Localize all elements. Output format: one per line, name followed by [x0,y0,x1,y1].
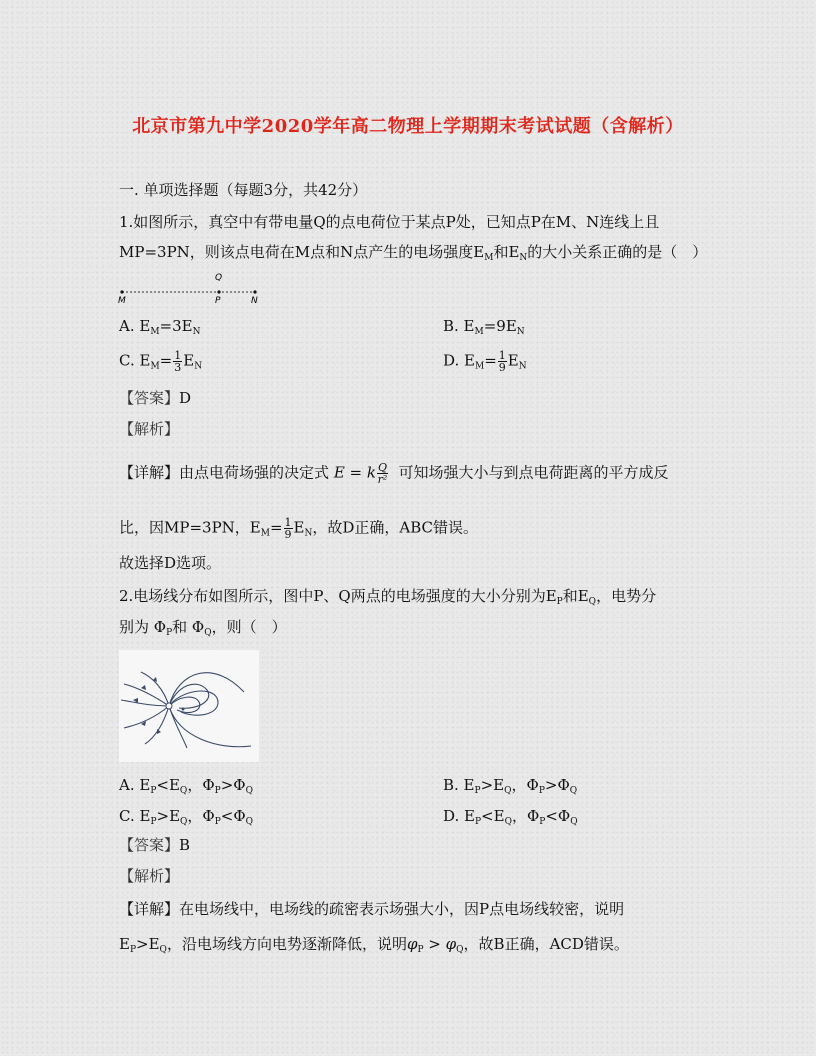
q1-option-c: C. $E_M=$ $\frac{1}{3}$ $E_N$ [119,349,203,374]
q2-stem-line2: 别为 $\Phi_P$和 $\Phi_Q$，则（ ） [119,618,287,638]
q1-stem-line1: 1.如图所示，真空中有带电量Q的点电荷位于某点P处，已知点P在M、N连线上且 [119,213,660,231]
q1-figure [112,268,272,306]
field-lines-drawing [119,650,259,762]
q2-analysis: 【解析】 [119,867,180,885]
q1-option-b: B. $E_M=9E_N$ [443,317,525,337]
q2-option-d: D. $E_P<E_Q$，$\Phi_P<\Phi_Q$ [443,807,578,827]
q2-stem-line1: 2.电场线分布如图所示，图中P、Q两点的电场强度的大小分别为$E_P$和$E_Q$，电势分 [119,587,657,607]
q2-option-c: C. $E_P>E_Q$，$\Phi_P<\Phi_Q$ [119,807,254,827]
point-m [120,290,123,293]
q1-detail-line1: 【详解】由点电荷场强的决定式 E = k $\frac{Q}{\text{r²}}$ 可知场强大小与到点电荷距离的平方成反 [119,461,669,486]
point-n [253,290,256,293]
q2-option-a: A. $E_P<E_Q$，$\Phi_P>\Phi_Q$ [119,776,253,796]
section-heading: 一. 单项选择题（每题3分，共42分） [119,181,368,199]
q1-stem-line2: MP=3PN，则该点电荷在M点和N点产生的电场强度$E_M$和$E_N$的大小关系正确的是（ ） [119,243,708,263]
q2-answer: 【答案】B [119,836,191,854]
q1-analysis: 【解析】 [119,420,180,438]
label-p: P [215,296,221,306]
q1-option-a: A. $E_M=3E_N$ [119,317,201,337]
label-m: M [118,296,126,306]
document-title: 北京市第九中学2020学年高二物理上学期期末考试试题（含解析） [132,116,684,137]
field-lines-figure [119,650,259,762]
q1-detail-line2: 比，因MP=3PN，$E_M=$ $\frac{1}{9}$ $E_N$，故D正确，ABC错误。 [119,516,478,541]
q2-option-b: B. $E_P>E_Q$，$\Phi_P>\Phi_Q$ [443,776,578,796]
q1-option-d: D. $E_M=$ $\frac{1}{9}$ $E_N$ [443,349,527,374]
q2-detail-line1: 【详解】在电场线中，电场线的疏密表示场强大小，因P点电场线较密，说明 [119,900,625,918]
q2-detail-line2: $E_P>E_Q$，沿电场线方向电势逐渐降低，说明$\varphi_P > \varphi_Q$，故B正确，ACD错误。 [119,935,629,955]
point-p [217,290,220,293]
label-q: Q [215,273,223,283]
q1-detail-line3: 故选择D选项。 [119,554,222,572]
label-n: N [251,296,258,306]
q1-answer: 【答案】D [119,389,192,407]
